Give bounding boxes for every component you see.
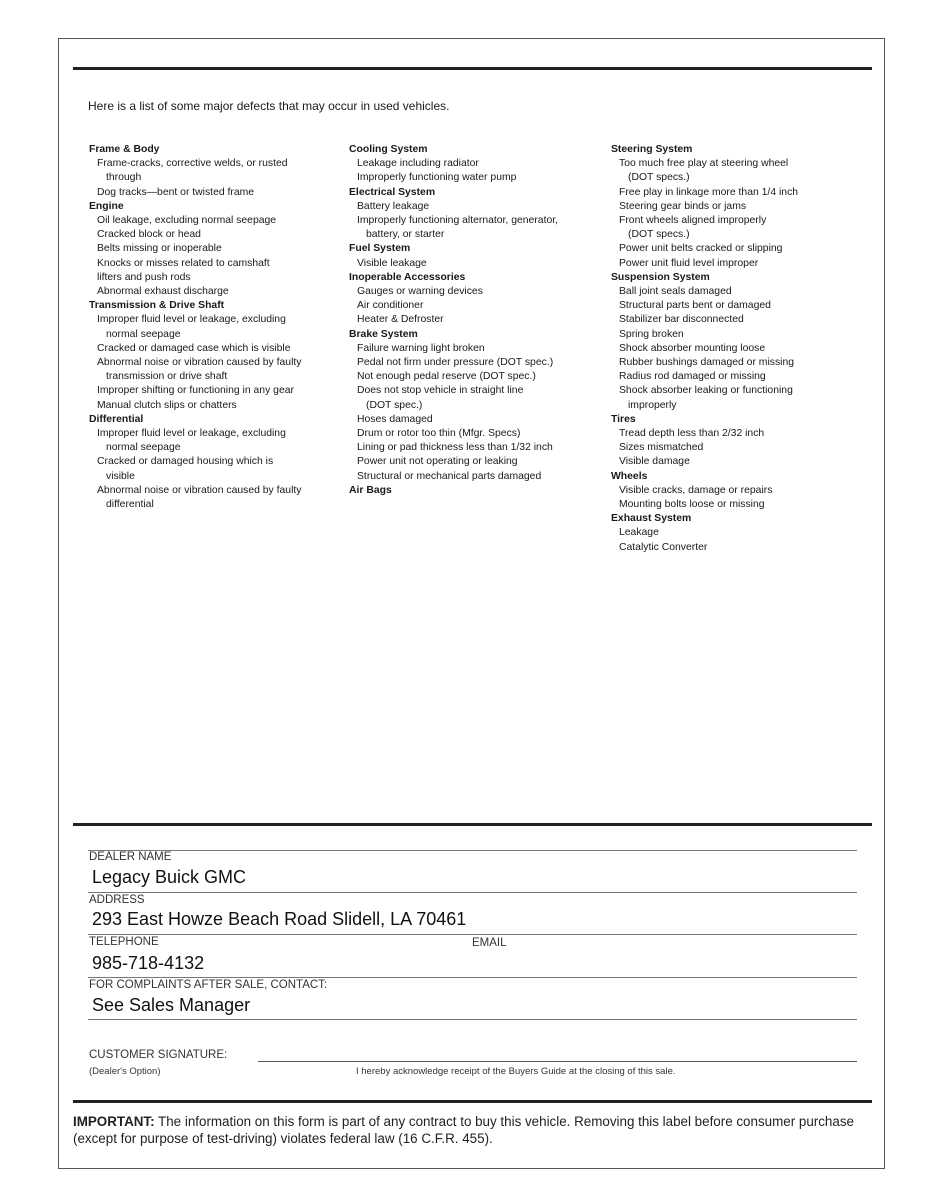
defect-section-title: Fuel System bbox=[349, 243, 411, 255]
defect-item-text: Improperly functioning water pump bbox=[357, 172, 517, 184]
defect-item bbox=[89, 427, 344, 455]
address-label: ADDRESS bbox=[89, 894, 145, 906]
defect-item bbox=[611, 384, 856, 412]
top-divider bbox=[73, 67, 872, 70]
defect-item bbox=[89, 342, 344, 356]
customer-signature-label: CUSTOMER SIGNATURE: bbox=[89, 1049, 228, 1061]
defect-item bbox=[349, 157, 604, 171]
important-text: The information on this form is part of any contract to buy this vehicle. Removing this label before consumer purchase (except for purpose of test-driving) violates federal law (16 C.F.R. 455). bbox=[73, 1114, 854, 1146]
defect-item-text: Power unit fluid level improper bbox=[619, 257, 759, 269]
defect-item bbox=[349, 427, 604, 441]
defect-item bbox=[349, 455, 604, 469]
defect-item-continuation: visible bbox=[106, 470, 135, 482]
email-label: EMAIL bbox=[472, 937, 507, 949]
defect-item bbox=[89, 356, 344, 384]
defect-item bbox=[611, 427, 856, 441]
defect-item-continuation: transmission or drive shaft bbox=[106, 371, 228, 383]
defect-item-text: Power unit not operating or leaking bbox=[357, 456, 518, 468]
defect-item bbox=[89, 455, 344, 483]
defect-section-title: Suspension System bbox=[611, 271, 710, 283]
defect-item-continuation: differential bbox=[106, 499, 154, 511]
defect-item-text: Leakage including radiator bbox=[357, 158, 479, 170]
defect-item bbox=[349, 171, 604, 185]
defect-item-continuation: normal seepage bbox=[106, 328, 181, 340]
complaints-value: See Sales Manager bbox=[92, 995, 251, 1015]
defect-item-text: Mounting bolts loose or missing bbox=[619, 499, 765, 511]
defect-item bbox=[89, 242, 344, 256]
defect-item-text: Sizes mismatched bbox=[619, 442, 704, 454]
defect-item-text: Shock absorber mounting loose bbox=[619, 342, 766, 354]
defect-item bbox=[611, 257, 856, 271]
defect-item-text: Manual clutch slips or chatters bbox=[97, 399, 237, 411]
defect-item bbox=[349, 441, 604, 455]
defect-item-text: Belts missing or inoperable bbox=[97, 243, 222, 255]
defect-item-text: Structural or mechanical parts damaged bbox=[357, 470, 542, 482]
telephone-line bbox=[88, 977, 857, 978]
defect-item-text: Front wheels aligned improperly bbox=[619, 215, 767, 227]
defect-section-title: Differential bbox=[89, 413, 144, 425]
defect-item bbox=[89, 257, 344, 271]
defect-item bbox=[611, 356, 856, 370]
defect-section-title: Tires bbox=[611, 413, 636, 425]
defect-item-text: Air conditioner bbox=[357, 300, 424, 312]
defects-column-2 bbox=[349, 143, 604, 498]
defect-section-title: Steering System bbox=[611, 144, 693, 155]
defect-item bbox=[611, 214, 856, 242]
defect-item bbox=[611, 498, 856, 512]
defect-item bbox=[611, 157, 856, 185]
telephone-value: 985-718-4132 bbox=[92, 953, 205, 973]
defect-item bbox=[89, 399, 344, 413]
defect-item-continuation: through bbox=[106, 172, 142, 184]
defect-item bbox=[89, 285, 344, 299]
defect-item bbox=[611, 285, 856, 299]
defect-item-text: Pedal not firm under pressure (DOT spec.) bbox=[357, 357, 554, 369]
dealers-option-note: (Dealer's Option) bbox=[89, 1066, 161, 1077]
defect-item-text: Tread depth less than 2/32 inch bbox=[619, 428, 765, 440]
dealer-name-line bbox=[88, 892, 857, 893]
defect-item-text: Oil leakage, excluding normal seepage bbox=[97, 215, 277, 227]
defect-item-text: Heater & Defroster bbox=[357, 314, 444, 326]
defect-item-text: Abnormal noise or vibration caused by faulty bbox=[97, 357, 302, 369]
defect-item bbox=[611, 328, 856, 342]
defect-item-text: Improper fluid level or leakage, excluding bbox=[97, 428, 286, 440]
defect-item bbox=[611, 526, 856, 540]
dealer-section-divider bbox=[73, 823, 872, 826]
defect-item bbox=[349, 470, 604, 484]
defect-item-continuation: normal seepage bbox=[106, 442, 181, 454]
defect-item bbox=[349, 313, 604, 327]
defect-item bbox=[611, 342, 856, 356]
defect-item-text: Cracked block or head bbox=[97, 229, 201, 241]
complaints-label: FOR COMPLAINTS AFTER SALE, CONTACT: bbox=[89, 979, 328, 991]
defects-intro: Here is a list of some major defects that may occur in used vehicles. bbox=[88, 99, 450, 113]
defect-section-title: Cooling System bbox=[349, 144, 428, 155]
defect-item bbox=[611, 242, 856, 256]
defect-item-text: Catalytic Converter bbox=[619, 541, 708, 553]
defect-section-title: Electrical System bbox=[349, 186, 436, 198]
defect-section-title: Brake System bbox=[349, 328, 418, 340]
defect-item-text: Abnormal noise or vibration caused by faulty bbox=[97, 484, 302, 496]
defect-item bbox=[349, 299, 604, 313]
defect-section-title: Frame & Body bbox=[89, 144, 160, 155]
defect-item bbox=[89, 157, 344, 185]
defect-item-text: Spring broken bbox=[619, 328, 684, 340]
defect-item-text: Does not stop vehicle in straight line bbox=[357, 385, 524, 397]
defect-item bbox=[611, 441, 856, 455]
defect-item-text: Frame-cracks, corrective welds, or rusted bbox=[97, 158, 288, 170]
defect-item-text: Improper fluid level or leakage, excluding bbox=[97, 314, 286, 326]
defect-item-text: Improperly functioning alternator, generator, bbox=[357, 215, 559, 227]
defect-item bbox=[89, 214, 344, 228]
defect-section-title: Engine bbox=[89, 200, 124, 212]
defect-item bbox=[611, 484, 856, 498]
defect-item bbox=[611, 541, 856, 555]
defect-item-text: Cracked or damaged case which is visible bbox=[97, 342, 291, 354]
defect-item-text: Cracked or damaged housing which is bbox=[97, 456, 274, 468]
defect-item-text: lifters and push rods bbox=[97, 271, 191, 283]
dealer-name-top-line bbox=[88, 850, 857, 851]
defect-item-text: Free play in linkage more than 1/4 inch bbox=[619, 186, 799, 198]
important-divider bbox=[73, 1100, 872, 1103]
telephone-label: TELEPHONE bbox=[89, 936, 159, 948]
defect-item-text: Power unit belts cracked or slipping bbox=[619, 243, 783, 255]
defect-item-continuation: (DOT spec.) bbox=[366, 399, 423, 411]
defect-section-title: Exhaust System bbox=[611, 513, 692, 525]
defect-item bbox=[89, 271, 344, 285]
address-value: 293 East Howze Beach Road Slidell, LA 70461 bbox=[92, 909, 467, 929]
important-lead: IMPORTANT: bbox=[73, 1114, 155, 1129]
defect-item-text: Rubber bushings damaged or missing bbox=[619, 357, 795, 369]
defect-item-text: Ball joint seals damaged bbox=[619, 286, 732, 298]
defect-section-title: Inoperable Accessories bbox=[349, 271, 466, 283]
defect-item bbox=[611, 186, 856, 200]
defect-item-text: Visible leakage bbox=[357, 257, 427, 269]
defect-item-text: Shock absorber leaking or functioning bbox=[619, 385, 793, 397]
address-line bbox=[88, 934, 857, 935]
defect-item-text: Abnormal exhaust discharge bbox=[97, 286, 229, 298]
defect-item-text: Knocks or misses related to camshaft bbox=[97, 257, 270, 269]
defect-item bbox=[349, 370, 604, 384]
defect-item bbox=[611, 299, 856, 313]
defect-item-continuation: (DOT specs.) bbox=[628, 229, 690, 241]
defect-item bbox=[349, 200, 604, 214]
defect-item-text: Visible damage bbox=[619, 456, 690, 468]
defect-item bbox=[89, 186, 344, 200]
defect-item bbox=[89, 384, 344, 398]
defect-item-text: Structural parts bent or damaged bbox=[619, 300, 771, 312]
defect-item bbox=[349, 342, 604, 356]
defect-item bbox=[349, 356, 604, 370]
defect-item bbox=[89, 228, 344, 242]
defect-item-continuation: improperly bbox=[628, 399, 677, 411]
defect-item-text: Visible cracks, damage or repairs bbox=[619, 484, 773, 496]
defect-item-text: Too much free play at steering wheel bbox=[619, 158, 789, 170]
acknowledge-text: I hereby acknowledge receipt of the Buyers Guide at the closing of this sale. bbox=[356, 1066, 676, 1077]
defect-item bbox=[349, 285, 604, 299]
customer-signature-line bbox=[258, 1061, 857, 1062]
defect-item bbox=[349, 257, 604, 271]
defect-item-text: Leakage bbox=[619, 527, 659, 539]
important-notice bbox=[73, 1113, 873, 1147]
defect-item bbox=[89, 484, 344, 512]
defect-item-text: Hoses damaged bbox=[357, 413, 433, 425]
defect-item-continuation: battery, or starter bbox=[366, 229, 445, 241]
dealer-name-value: Legacy Buick GMC bbox=[92, 867, 247, 887]
defect-item bbox=[611, 455, 856, 469]
defect-section-title: Air Bags bbox=[349, 484, 392, 496]
defect-item bbox=[349, 214, 604, 242]
defect-item-text: Not enough pedal reserve (DOT spec.) bbox=[357, 371, 536, 383]
defect-item bbox=[611, 370, 856, 384]
defect-item-text: Dog tracks—bent or twisted frame bbox=[97, 186, 255, 198]
defect-item-continuation: (DOT specs.) bbox=[628, 172, 690, 184]
defect-item-text: Steering gear binds or jams bbox=[619, 200, 747, 212]
defect-item-text: Battery leakage bbox=[357, 200, 430, 212]
complaints-line bbox=[88, 1019, 857, 1020]
defect-item bbox=[89, 313, 344, 341]
dealer-name-label: DEALER NAME bbox=[89, 851, 172, 863]
defect-item-text: Failure warning light broken bbox=[357, 342, 485, 354]
defects-column-1 bbox=[89, 143, 344, 512]
defects-column-3 bbox=[611, 143, 856, 555]
defect-item bbox=[611, 313, 856, 327]
defect-item-text: Lining or pad thickness less than 1/32 inch bbox=[357, 442, 553, 454]
defect-item bbox=[349, 384, 604, 412]
defect-item bbox=[611, 200, 856, 214]
defect-item-text: Stabilizer bar disconnected bbox=[619, 314, 744, 326]
defect-item-text: Radius rod damaged or missing bbox=[619, 371, 766, 383]
defect-section-title: Transmission & Drive Shaft bbox=[89, 300, 225, 312]
defect-item-text: Drum or rotor too thin (Mfgr. Specs) bbox=[357, 428, 521, 440]
defect-item bbox=[349, 413, 604, 427]
defect-section-title: Wheels bbox=[611, 470, 648, 482]
defect-item-text: Gauges or warning devices bbox=[357, 286, 483, 298]
defect-item-text: Improper shifting or functioning in any gear bbox=[97, 385, 294, 397]
